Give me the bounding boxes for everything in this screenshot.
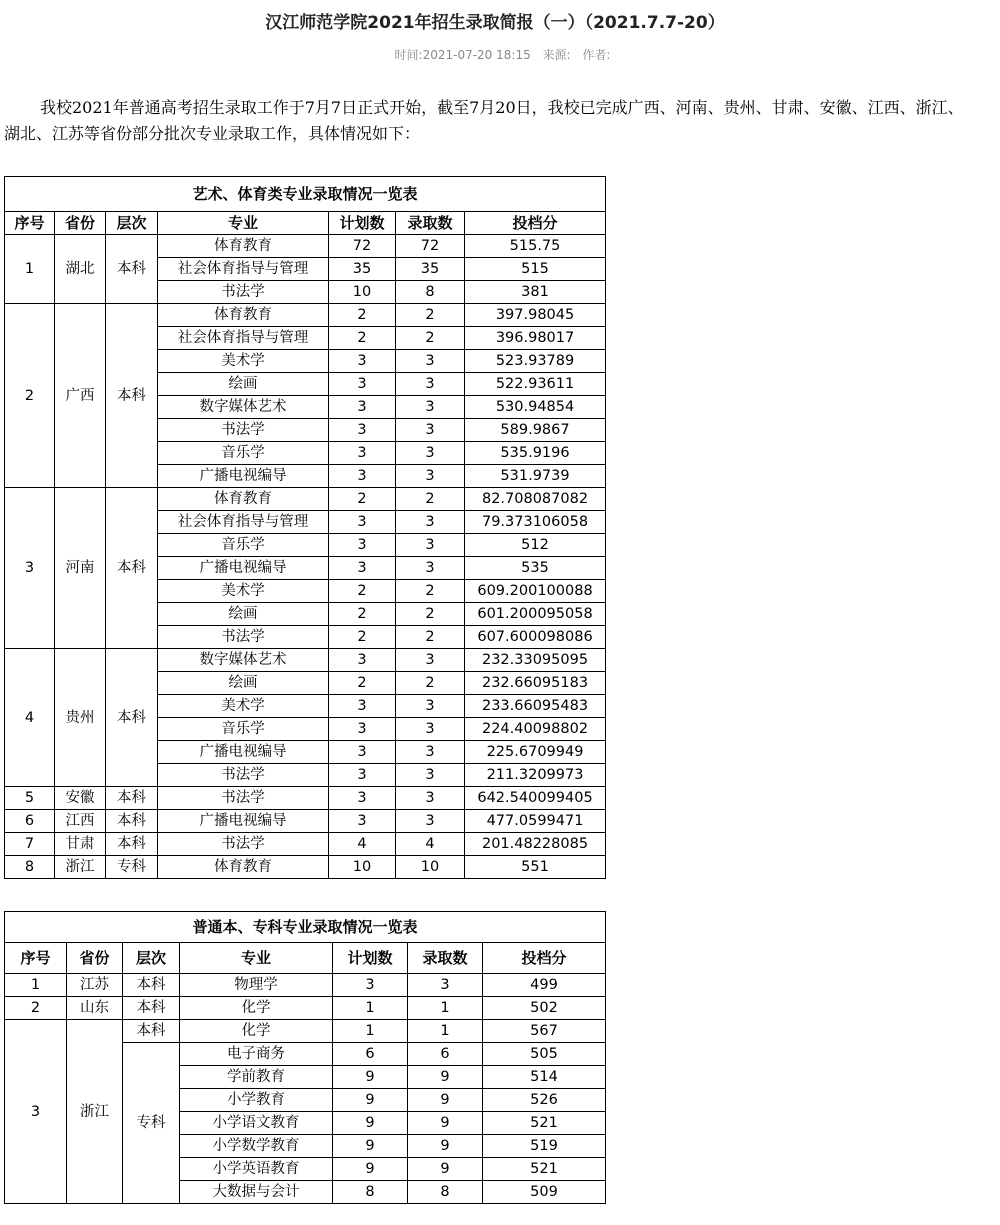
admitted-count-cell: 2 bbox=[396, 327, 465, 350]
major-cell: 社会体育指导与管理 bbox=[158, 258, 329, 281]
cutoff-score-cell: 502 bbox=[483, 997, 606, 1020]
cutoff-score-cell: 519 bbox=[483, 1135, 606, 1158]
plan-count-cell: 2 bbox=[329, 626, 396, 649]
province-cell: 浙江 bbox=[67, 1020, 123, 1204]
major-cell: 广播电视编导 bbox=[158, 465, 329, 488]
admitted-count-cell: 2 bbox=[396, 488, 465, 511]
plan-count-cell: 2 bbox=[329, 488, 396, 511]
plan-count-cell: 3 bbox=[329, 810, 396, 833]
admitted-count-cell: 9 bbox=[408, 1089, 483, 1112]
major-cell: 体育教育 bbox=[158, 856, 329, 879]
major-cell: 美术学 bbox=[158, 695, 329, 718]
cutoff-score-cell: 526 bbox=[483, 1089, 606, 1112]
article-meta bbox=[0, 46, 1000, 63]
plan-count-cell: 3 bbox=[329, 511, 396, 534]
cutoff-score-cell: 381 bbox=[465, 281, 606, 304]
plan-count-cell: 3 bbox=[329, 442, 396, 465]
plan-count-cell: 10 bbox=[329, 281, 396, 304]
major-cell: 广播电视编导 bbox=[158, 741, 329, 764]
level-cell: 本科 bbox=[106, 304, 158, 488]
admitted-count-cell: 3 bbox=[396, 764, 465, 787]
level-cell: 本科 bbox=[106, 235, 158, 304]
major-cell: 书法学 bbox=[158, 281, 329, 304]
author-label: 作者: bbox=[582, 48, 611, 62]
plan-count-cell: 3 bbox=[333, 974, 408, 997]
cutoff-score-cell: 515 bbox=[465, 258, 606, 281]
admitted-count-cell: 4 bbox=[396, 833, 465, 856]
table-row bbox=[5, 787, 606, 810]
plan-count-cell: 3 bbox=[329, 718, 396, 741]
cutoff-score-cell: 535 bbox=[465, 557, 606, 580]
table-caption: 艺术、体育类专业录取情况一览表 bbox=[5, 177, 606, 212]
plan-count-cell: 3 bbox=[329, 419, 396, 442]
plan-count-cell: 3 bbox=[329, 695, 396, 718]
admitted-count-cell: 72 bbox=[396, 235, 465, 258]
major-cell: 小学教育 bbox=[180, 1089, 333, 1112]
admitted-count-cell: 10 bbox=[396, 856, 465, 879]
major-cell: 美术学 bbox=[158, 350, 329, 373]
row-number-cell: 6 bbox=[5, 810, 55, 833]
province-cell: 江苏 bbox=[67, 974, 123, 997]
admitted-count-cell: 1 bbox=[408, 997, 483, 1020]
cutoff-score-cell: 499 bbox=[483, 974, 606, 997]
major-cell: 体育教育 bbox=[158, 488, 329, 511]
table-caption: 普通本、专科专业录取情况一览表 bbox=[5, 912, 606, 943]
admitted-count-cell: 3 bbox=[396, 373, 465, 396]
plan-count-cell: 35 bbox=[329, 258, 396, 281]
level-cell: 本科 bbox=[106, 833, 158, 856]
admitted-count-cell: 9 bbox=[408, 1135, 483, 1158]
plan-count-cell: 8 bbox=[333, 1181, 408, 1204]
admitted-count-cell: 3 bbox=[396, 557, 465, 580]
cutoff-score-cell: 515.75 bbox=[465, 235, 606, 258]
cutoff-score-cell: 201.48228085 bbox=[465, 833, 606, 856]
admitted-count-cell: 3 bbox=[396, 718, 465, 741]
admitted-count-cell: 2 bbox=[396, 603, 465, 626]
intro-paragraph: 我校2021年普通高考招生录取工作于7月7日正式开始，截至7月20日，我校已完成广西、河南、贵州、甘肃、安徽、江西、浙江、湖北、江苏等省份部分批次专业录取工作，具体情况如下： bbox=[4, 98, 964, 143]
admitted-count-cell: 8 bbox=[408, 1181, 483, 1204]
column-header: 录取数 bbox=[408, 943, 483, 974]
admitted-count-cell: 8 bbox=[396, 281, 465, 304]
table-row bbox=[5, 235, 606, 258]
column-header: 专业 bbox=[180, 943, 333, 974]
column-header: 层次 bbox=[106, 212, 158, 235]
major-cell: 书法学 bbox=[158, 833, 329, 856]
major-cell: 小学数学教育 bbox=[180, 1135, 333, 1158]
major-cell: 美术学 bbox=[158, 580, 329, 603]
cutoff-score-cell: 224.40098802 bbox=[465, 718, 606, 741]
admitted-count-cell: 3 bbox=[396, 511, 465, 534]
major-cell: 数字媒体艺术 bbox=[158, 649, 329, 672]
admitted-count-cell: 9 bbox=[408, 1112, 483, 1135]
major-cell: 绘画 bbox=[158, 373, 329, 396]
major-cell: 音乐学 bbox=[158, 718, 329, 741]
cutoff-score-cell: 397.98045 bbox=[465, 304, 606, 327]
level-cell: 本科 bbox=[106, 787, 158, 810]
admitted-count-cell: 3 bbox=[396, 534, 465, 557]
plan-count-cell: 9 bbox=[333, 1135, 408, 1158]
plan-count-cell: 2 bbox=[329, 603, 396, 626]
plan-count-cell: 3 bbox=[329, 649, 396, 672]
province-cell: 甘肃 bbox=[55, 833, 106, 856]
plan-count-cell: 4 bbox=[329, 833, 396, 856]
major-cell: 社会体育指导与管理 bbox=[158, 511, 329, 534]
cutoff-score-cell: 531.9739 bbox=[465, 465, 606, 488]
table-row bbox=[5, 1020, 606, 1043]
admitted-count-cell: 2 bbox=[396, 580, 465, 603]
level-cell: 本科 bbox=[106, 649, 158, 787]
column-header: 层次 bbox=[123, 943, 180, 974]
province-cell: 贵州 bbox=[55, 649, 106, 787]
plan-count-cell: 3 bbox=[329, 557, 396, 580]
province-cell: 江西 bbox=[55, 810, 106, 833]
row-number-cell: 3 bbox=[5, 488, 55, 649]
province-cell: 安徽 bbox=[55, 787, 106, 810]
cutoff-score-cell: 477.0599471 bbox=[465, 810, 606, 833]
cutoff-score-cell: 523.93789 bbox=[465, 350, 606, 373]
major-cell: 体育教育 bbox=[158, 235, 329, 258]
table-row bbox=[5, 649, 606, 672]
row-number-cell: 2 bbox=[5, 304, 55, 488]
art-sports-admission-table bbox=[4, 176, 606, 879]
level-cell: 专科 bbox=[106, 856, 158, 879]
column-header: 计划数 bbox=[329, 212, 396, 235]
major-cell: 书法学 bbox=[158, 787, 329, 810]
plan-count-cell: 2 bbox=[329, 672, 396, 695]
column-header: 序号 bbox=[5, 212, 55, 235]
cutoff-score-cell: 396.98017 bbox=[465, 327, 606, 350]
major-cell: 广播电视编导 bbox=[158, 810, 329, 833]
major-cell: 电子商务 bbox=[180, 1043, 333, 1066]
plan-count-cell: 72 bbox=[329, 235, 396, 258]
level-cell: 专科 bbox=[123, 1043, 180, 1204]
admitted-count-cell: 3 bbox=[396, 649, 465, 672]
major-cell: 书法学 bbox=[158, 419, 329, 442]
major-cell: 音乐学 bbox=[158, 442, 329, 465]
row-number-cell: 8 bbox=[5, 856, 55, 879]
table-row bbox=[5, 833, 606, 856]
plan-count-cell: 3 bbox=[329, 764, 396, 787]
row-number-cell: 2 bbox=[5, 997, 67, 1020]
plan-count-cell: 3 bbox=[329, 787, 396, 810]
admitted-count-cell: 3 bbox=[396, 787, 465, 810]
province-cell: 广西 bbox=[55, 304, 106, 488]
plan-count-cell: 3 bbox=[329, 373, 396, 396]
admitted-count-cell: 3 bbox=[396, 810, 465, 833]
table-row bbox=[5, 997, 606, 1020]
cutoff-score-cell: 232.66095183 bbox=[465, 672, 606, 695]
source-label: 来源: bbox=[542, 48, 571, 62]
column-header: 录取数 bbox=[396, 212, 465, 235]
row-number-cell: 1 bbox=[5, 974, 67, 997]
admitted-count-cell: 3 bbox=[396, 419, 465, 442]
cutoff-score-cell: 79.373106058 bbox=[465, 511, 606, 534]
table-row bbox=[5, 974, 606, 997]
cutoff-score-cell: 601.200095058 bbox=[465, 603, 606, 626]
cutoff-score-cell: 521 bbox=[483, 1112, 606, 1135]
admitted-count-cell: 3 bbox=[396, 350, 465, 373]
plan-count-cell: 6 bbox=[333, 1043, 408, 1066]
cutoff-score-cell: 512 bbox=[465, 534, 606, 557]
table-row bbox=[5, 488, 606, 511]
column-header: 省份 bbox=[55, 212, 106, 235]
major-cell: 大数据与会计 bbox=[180, 1181, 333, 1204]
level-cell: 本科 bbox=[123, 1020, 180, 1043]
plan-count-cell: 9 bbox=[333, 1066, 408, 1089]
cutoff-score-cell: 211.3209973 bbox=[465, 764, 606, 787]
major-cell: 化学 bbox=[180, 997, 333, 1020]
admitted-count-cell: 6 bbox=[408, 1043, 483, 1066]
column-header: 投档分 bbox=[483, 943, 606, 974]
row-number-cell: 5 bbox=[5, 787, 55, 810]
cutoff-score-cell: 642.540099405 bbox=[465, 787, 606, 810]
admitted-count-cell: 3 bbox=[396, 465, 465, 488]
major-cell: 数字媒体艺术 bbox=[158, 396, 329, 419]
column-header: 专业 bbox=[158, 212, 329, 235]
admitted-count-cell: 3 bbox=[408, 974, 483, 997]
cutoff-score-cell: 514 bbox=[483, 1066, 606, 1089]
major-cell: 绘画 bbox=[158, 603, 329, 626]
plan-count-cell: 1 bbox=[333, 1020, 408, 1043]
plan-count-cell: 3 bbox=[329, 396, 396, 419]
major-cell: 学前教育 bbox=[180, 1066, 333, 1089]
admitted-count-cell: 1 bbox=[408, 1020, 483, 1043]
plan-count-cell: 10 bbox=[329, 856, 396, 879]
level-cell: 本科 bbox=[123, 997, 180, 1020]
plan-count-cell: 3 bbox=[329, 534, 396, 557]
row-number-cell: 3 bbox=[5, 1020, 67, 1204]
column-header: 计划数 bbox=[333, 943, 408, 974]
cutoff-score-cell: 522.93611 bbox=[465, 373, 606, 396]
admitted-count-cell: 3 bbox=[396, 396, 465, 419]
cutoff-score-cell: 232.33095095 bbox=[465, 649, 606, 672]
major-cell: 书法学 bbox=[158, 764, 329, 787]
table-row bbox=[5, 856, 606, 879]
major-cell: 小学语文教育 bbox=[180, 1112, 333, 1135]
cutoff-score-cell: 551 bbox=[465, 856, 606, 879]
province-cell: 湖北 bbox=[55, 235, 106, 304]
cutoff-score-cell: 530.94854 bbox=[465, 396, 606, 419]
major-cell: 物理学 bbox=[180, 974, 333, 997]
admitted-count-cell: 35 bbox=[396, 258, 465, 281]
admitted-count-cell: 2 bbox=[396, 672, 465, 695]
major-cell: 广播电视编导 bbox=[158, 557, 329, 580]
admitted-count-cell: 3 bbox=[396, 442, 465, 465]
level-cell: 本科 bbox=[106, 488, 158, 649]
column-header: 省份 bbox=[67, 943, 123, 974]
column-header: 序号 bbox=[5, 943, 67, 974]
cutoff-score-cell: 521 bbox=[483, 1158, 606, 1181]
major-cell: 书法学 bbox=[158, 626, 329, 649]
row-number-cell: 1 bbox=[5, 235, 55, 304]
level-cell: 本科 bbox=[106, 810, 158, 833]
cutoff-score-cell: 505 bbox=[483, 1043, 606, 1066]
plan-count-cell: 2 bbox=[329, 580, 396, 603]
cutoff-score-cell: 589.9867 bbox=[465, 419, 606, 442]
cutoff-score-cell: 609.200100088 bbox=[465, 580, 606, 603]
plan-count-cell: 2 bbox=[329, 304, 396, 327]
major-cell: 社会体育指导与管理 bbox=[158, 327, 329, 350]
plan-count-cell: 3 bbox=[329, 350, 396, 373]
province-cell: 山东 bbox=[67, 997, 123, 1020]
table-row bbox=[5, 304, 606, 327]
province-cell: 浙江 bbox=[55, 856, 106, 879]
plan-count-cell: 2 bbox=[329, 327, 396, 350]
cutoff-score-cell: 233.66095483 bbox=[465, 695, 606, 718]
cutoff-score-cell: 535.9196 bbox=[465, 442, 606, 465]
major-cell: 音乐学 bbox=[158, 534, 329, 557]
major-cell: 小学英语教育 bbox=[180, 1158, 333, 1181]
province-cell: 河南 bbox=[55, 488, 106, 649]
level-cell: 本科 bbox=[123, 974, 180, 997]
row-number-cell: 7 bbox=[5, 833, 55, 856]
major-cell: 绘画 bbox=[158, 672, 329, 695]
table-row bbox=[5, 810, 606, 833]
major-cell: 化学 bbox=[180, 1020, 333, 1043]
plan-count-cell: 9 bbox=[333, 1158, 408, 1181]
admitted-count-cell: 2 bbox=[396, 304, 465, 327]
plan-count-cell: 9 bbox=[333, 1089, 408, 1112]
admitted-count-cell: 9 bbox=[408, 1066, 483, 1089]
publish-time: 时间:2021-07-20 18:15 bbox=[394, 48, 531, 62]
cutoff-score-cell: 607.600098086 bbox=[465, 626, 606, 649]
cutoff-score-cell: 509 bbox=[483, 1181, 606, 1204]
major-cell: 体育教育 bbox=[158, 304, 329, 327]
cutoff-score-cell: 82.708087082 bbox=[465, 488, 606, 511]
plan-count-cell: 9 bbox=[333, 1112, 408, 1135]
admitted-count-cell: 3 bbox=[396, 695, 465, 718]
cutoff-score-cell: 567 bbox=[483, 1020, 606, 1043]
admitted-count-cell: 2 bbox=[396, 626, 465, 649]
plan-count-cell: 3 bbox=[329, 465, 396, 488]
plan-count-cell: 3 bbox=[329, 741, 396, 764]
column-header: 投档分 bbox=[465, 212, 606, 235]
admitted-count-cell: 9 bbox=[408, 1158, 483, 1181]
row-number-cell: 4 bbox=[5, 649, 55, 787]
plan-count-cell: 1 bbox=[333, 997, 408, 1020]
cutoff-score-cell: 225.6709949 bbox=[465, 741, 606, 764]
admitted-count-cell: 3 bbox=[396, 741, 465, 764]
article-title: 汉江师范学院2021年招生录取简报（一）（2021.7.7-20） bbox=[265, 13, 725, 33]
regular-admission-table bbox=[4, 911, 606, 1204]
